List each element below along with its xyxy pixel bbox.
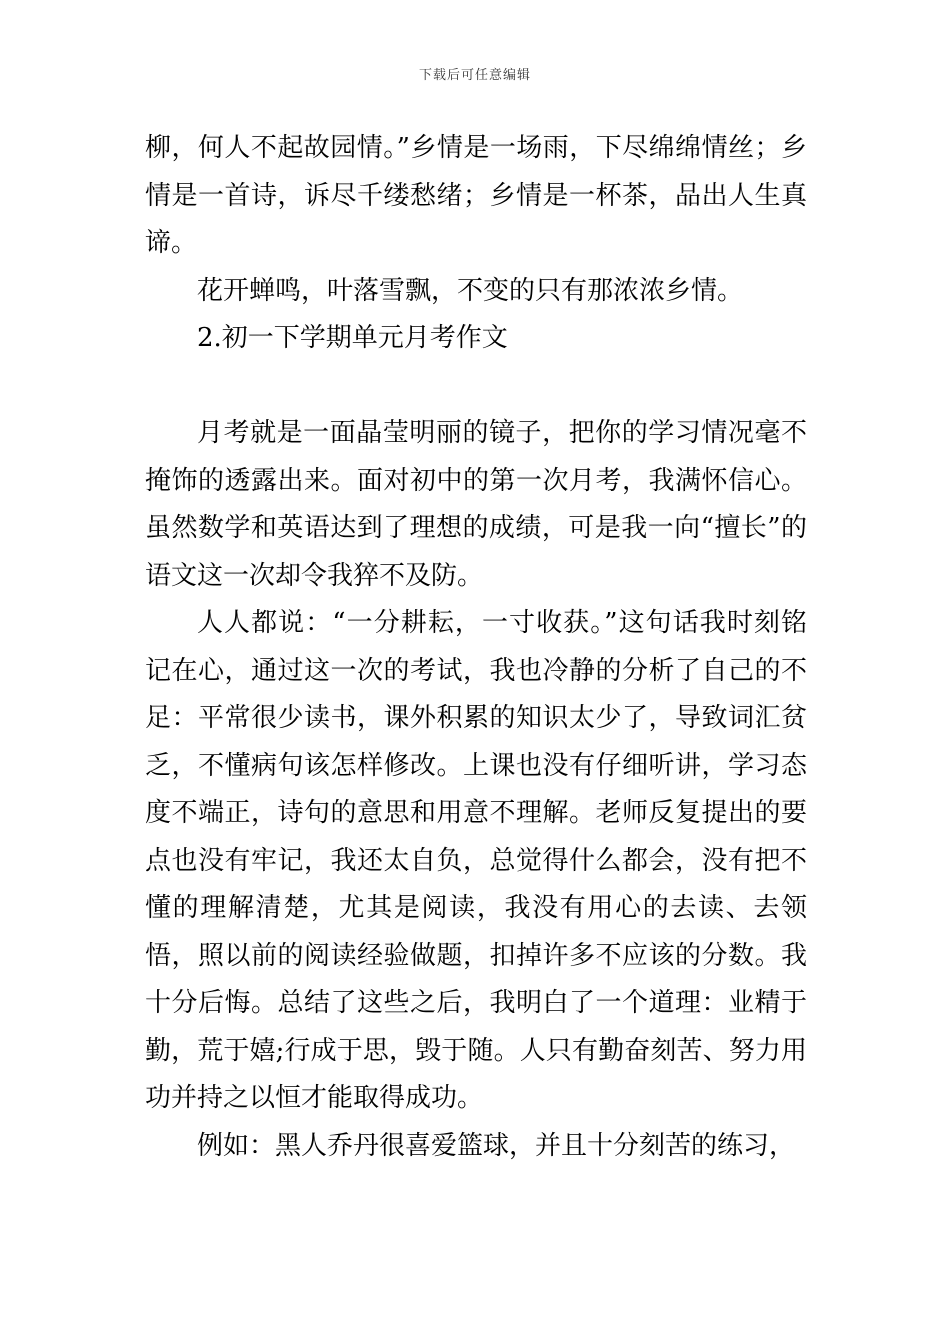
- blank-line: [145, 363, 807, 411]
- page-header: 下载后可任意编辑: [418, 68, 531, 83]
- paragraph-continuation: 柳，何人不起故园情。”乡情是一场雨，下尽绵绵情丝；乡情是一首诗，诉尽千缕愁绪；乡情是一杯茶，品出人生真谛。: [145, 133, 807, 258]
- section-heading: 2.初一下学期单元月考作文: [197, 323, 508, 353]
- paragraph: 花开蝉鸣，叶落雪飘，不变的只有那浓浓乡情。: [197, 275, 744, 306]
- document-body: [145, 125, 807, 1170]
- paragraph: 人人都说：“一分耕耘，一寸收获。”这句话我时刻铭记在心，通过这一次的考试，我也冷静的分析了自己的不足：平常很少读书，课外积累的知识太少了，导致词汇贫乏，不懂病句该怎样修改。上课也没有仔细听讲，学习态度不端正，诗句的意思和用意不理解。老师反复提出的要点也没有牢记，我还太自负，总觉得什么都会，没有把不懂的理解清楚，尤其是阅读，我没有用心的去读、去领悟，照以前的阅读经验做题，扣掉许多不应该的分数。我十分后悔。总结了这些之后，我明白了一个道理：业精于勤，荒于嬉;行成于思，毁于随。人只有勤奋刻苦、努力用功并持之以恒才能取得成功。: [145, 608, 807, 1113]
- paragraph: 例如：黑人乔丹很喜爱篮球，并且十分刻苦的练习，: [197, 1130, 796, 1161]
- paragraph: 月考就是一面晶莹明丽的镜子，把你的学习情况毫不掩饰的透露出来。面对初中的第一次月考，我满怀信心。虽然数学和英语达到了理想的成绩，可是我一向“擅长”的语文这一次却令我猝不及防。: [145, 418, 807, 591]
